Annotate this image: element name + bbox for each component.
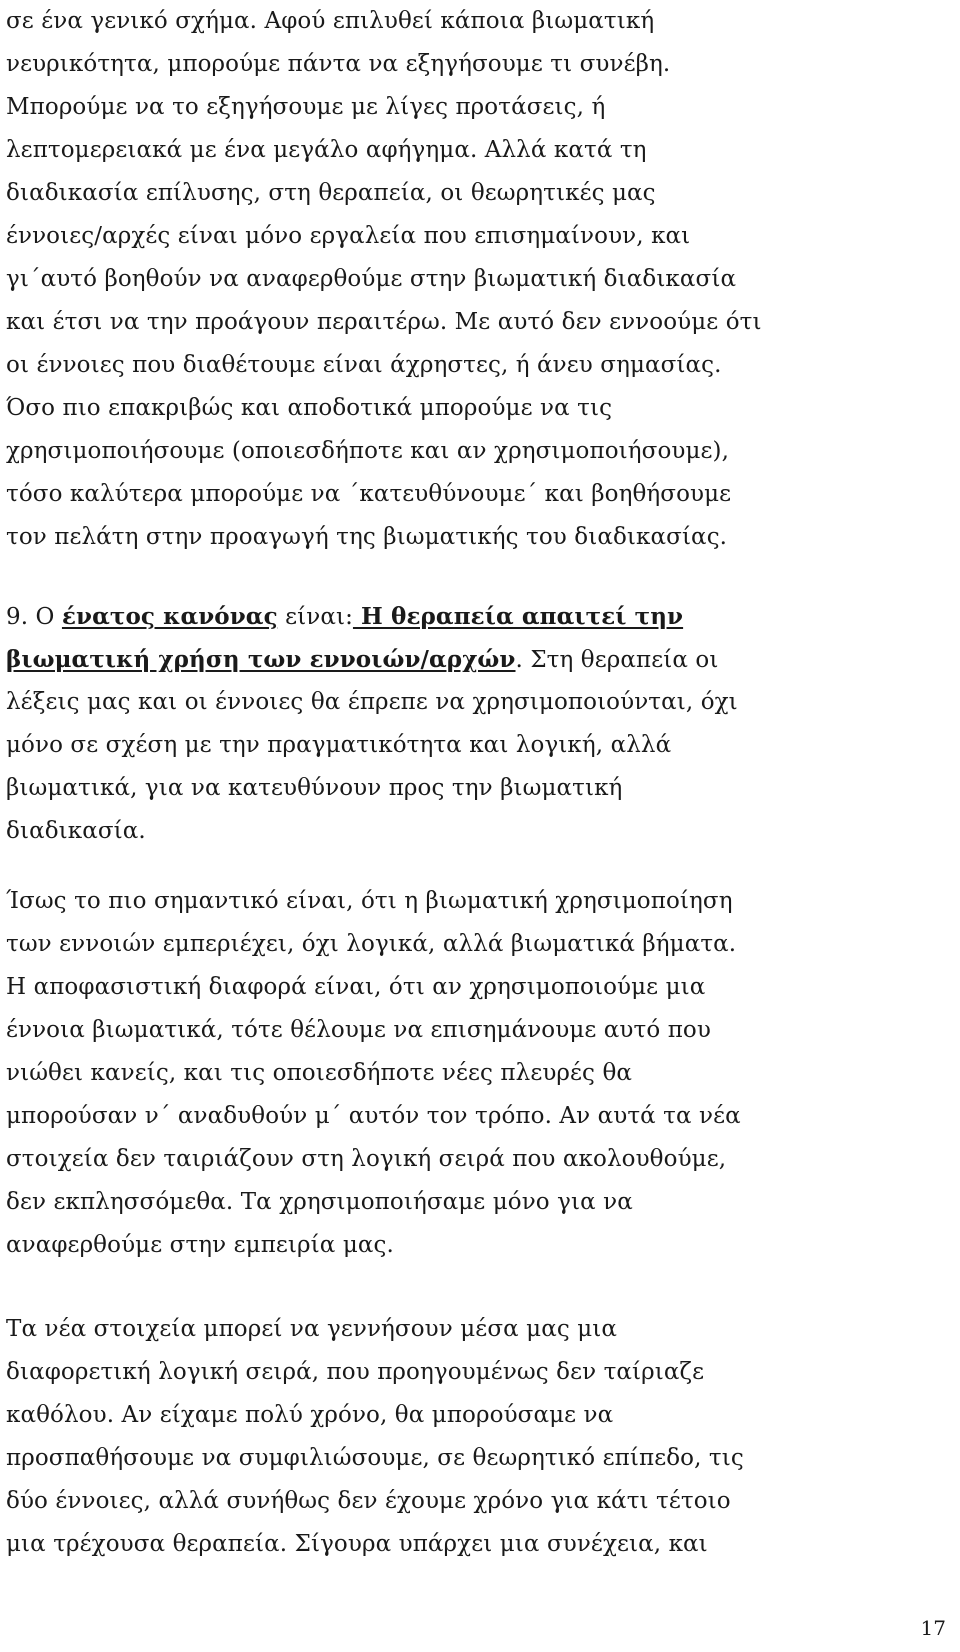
text-line: οι έννοιες που διαθέτουμε είναι άχρηστες, ή άνευ σημασίας. <box>6 352 722 378</box>
text-line: βιωματικά, για να κατευθύνουν προς την βιωματική <box>6 775 623 801</box>
text-line: Ίσως το πιο σημαντικό είναι, ότι η βιωματική χρησιμοποίηση <box>6 888 733 914</box>
text-line: διαδικασία. <box>6 818 146 844</box>
rule-9-heading-line <box>6 595 954 638</box>
text-line: διαδικασία επίλυσης, στη θεραπεία, οι θεωρητικές μας <box>6 180 656 206</box>
paragraph-1 <box>6 0 954 559</box>
text-line: στοιχεία δεν ταιριάζουν στη λογική σειρά που ακολουθούμε, <box>6 1146 727 1172</box>
text-line: αναφερθούμε στην εμπειρία μας. <box>6 1232 394 1258</box>
text-line: δύο έννοιες, αλλά συνήθως δεν έχουμε χρόνο για κάτι τέτοιο <box>6 1488 731 1514</box>
text-line: γι΄αυτό βοηθούν να αναφερθούμε στην βιωματική διαδικασία <box>6 266 737 292</box>
text-line: λεπτομερειακά με ένα μεγάλο αφήγημα. Αλλά κατά τη <box>6 137 647 163</box>
text-line: λέξεις μας και οι έννοιες θα έπρεπε να χρησιμοποιούνται, όχι <box>6 689 738 715</box>
text-line: Όσο πιο επακριβώς και αποδοτικά μπορούμε να τις <box>6 395 613 421</box>
text-line: και έτσι να την προάγουν περαιτέρω. Με αυτό δεν εννοούμε ότι <box>6 309 762 335</box>
text-line: Μπορούμε να το εξηγήσουμε με λίγες προτάσεις, ή <box>6 94 606 120</box>
text-line: δεν εκπλησσόμεθα. Τα χρησιμοποιήσαμε μόνο για να <box>6 1189 633 1215</box>
text-line: νιώθει κανείς, και τις οποιεσδήποτε νέες πλευρές θα <box>6 1060 633 1086</box>
text-line: των εννοιών εμπεριέχει, όχι λογικά, αλλά βιωματικά βήματα. <box>6 931 737 957</box>
text-line: έννοιες/αρχές είναι μόνο εργαλεία που επισημαίνουν, και <box>6 223 691 249</box>
rule-number: 9. Ο <box>6 604 62 630</box>
text-line: σε ένα γενικό σχήμα. Αφού επιλυθεί κάποια βιωματική <box>6 8 655 34</box>
paragraph-4 <box>6 1308 954 1566</box>
text-line: τον πελάτη στην προαγωγή της βιωματικής του διαδικασίας. <box>6 524 728 550</box>
text-line: έννοια βιωματικά, τότε θέλουμε να επισημάνουμε αυτό που <box>6 1017 711 1043</box>
text-line: Τα νέα στοιχεία μπορεί να γεννήσουν μέσα μας μια <box>6 1316 618 1342</box>
text-line: μπορούσαν ν΄ αναδυθούν μ΄ αυτόν τον τρόπο. Αν αυτά τα νέα <box>6 1103 741 1129</box>
page-number: 17 <box>920 1616 946 1640</box>
text-line: προσπαθήσουμε να συμφιλιώσουμε, σε θεωρητικό επίπεδο, τις <box>6 1445 744 1471</box>
text-line: διαφορετική λογική σειρά, που προηγουμένως δεν ταίριαζε <box>6 1359 705 1385</box>
text-line: μόνο σε σχέση με την πραγματικότητα και λογική, αλλά <box>6 732 672 758</box>
rule-name: ένατος κανόνας <box>61 603 278 630</box>
text-line: Η αποφασιστική διαφορά είναι, ότι αν χρησιμοποιούμε μια <box>6 974 706 1000</box>
text-line: μια τρέχουσα θεραπεία. Σίγουρα υπάρχει μια συνέχεια, και <box>6 1531 708 1557</box>
text-line: τόσο καλύτερα μπορούμε να ΄κατευθύνουμε΄ και βοηθήσουμε <box>6 481 732 507</box>
paragraph-3 <box>6 880 954 1267</box>
rule-after-title: . Στη θεραπεία οι <box>515 647 719 673</box>
rule-connector: είναι: <box>277 604 353 630</box>
rule-9-paragraph <box>6 595 954 853</box>
rule-9-title-line <box>6 638 954 681</box>
text-line: χρησιμοποιήσουμε (οποιεσδήποτε και αν χρησιμοποιήσουμε), <box>6 438 730 464</box>
rule-title-part-2: βιωματική χρήση των εννοιών/αρχών <box>6 646 516 673</box>
text-line: καθόλου. Αν είχαμε πολύ χρόνο, θα μπορούσαμε να <box>6 1402 614 1428</box>
text-line: νευρικότητα, μπορούμε πάντα να εξηγήσουμε τι συνέβη. <box>6 51 671 77</box>
rule-title-part-1: Η θεραπεία απαιτεί την <box>352 603 684 630</box>
